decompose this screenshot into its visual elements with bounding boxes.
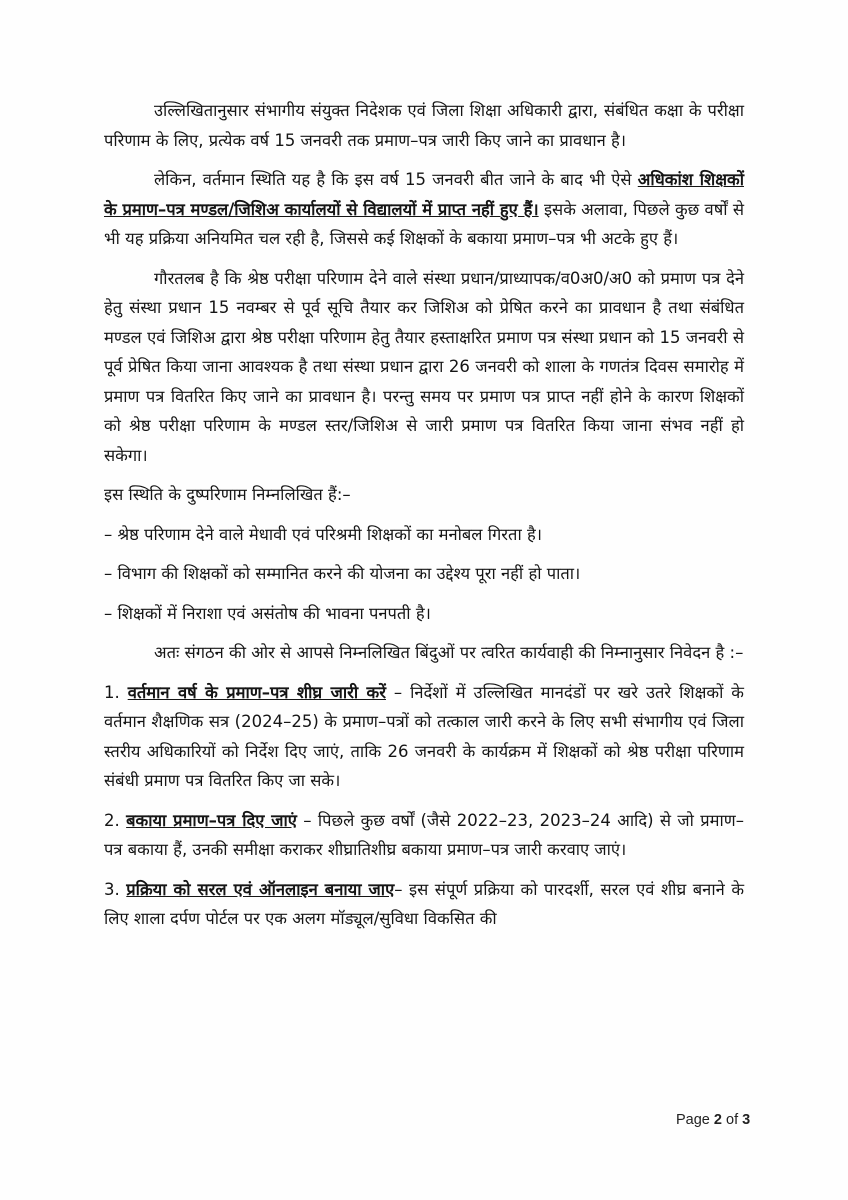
consequence-item: – श्रेष्ठ परिणाम देने वाले मेधावी एवं परिश्रमी शिक्षकों का मनोबल गिरता है। [104,524,542,544]
consequence-item: – शिक्षकों में निराशा एवं असंतोष की भावना पनपती है। [104,603,431,623]
request-point [104,806,744,865]
total-pages: 3 [742,1112,751,1128]
page-of: of [721,1112,743,1128]
point-title: बकाया प्रमाण–पत्र दिए जाएं [126,810,297,830]
point-number: 3. [104,879,127,899]
point-title: वर्तमान वर्ष के प्रमाण–पत्र शीघ्र जारी करें [127,682,386,702]
consequences-heading: इस स्थिति के दुष्परिणाम निम्नलिखित हैं:– [104,485,351,504]
status-emphasis-text: अधिकांश शिक्षकों के प्रमाण–पत्र मण्डल/जिशिअ कार्यालयों से विद्यालयों में प्राप्त नहीं हुए हैं। [104,170,744,219]
current-page: 2 [713,1112,722,1128]
paragraph-current-status [104,165,744,254]
status-lead-text: लेकिन, वर्तमान स्थिति यह है कि इस वर्ष 15 जनवरी बीत जाने के बाद भी ऐसे [154,170,638,189]
request-point [104,678,744,796]
status-tail-text: इसके अलावा, पिछले कुछ वर्षों से भी यह प्रक्रिया अनियमित चल रही है, जिससे कई शिक्षकों के बकाया प्रमाण–पत्र भी अटके हुए हैं। [104,199,744,248]
paragraph-procedure: गौरतलब है कि श्रेष्ठ परीक्षा परिणाम देने वाले संस्था प्रधान/प्राध्यापक/व0अ0/अ0 को प्रमाण पत्र देने हेतु संस्था प्रधान 15 नवम्बर से पूर्व सूचि तैयार कर जिशिअ को प्रेषित करने का प्रावधान है तथा संबंधित मण्डल एवं जिशिअ द्वारा श्रेष्ठ परीक्षा परिणाम हेतु तैयार हस्ताक्षरित प्रमाण पत्र संस्था प्रधान को 15 जनवरी से पूर्व प्रेषित किया जाना आवश्यक है तथा संस्था प्रधान द्वारा 26 जनवरी को शाला के गणतंत्र दिवस समारोह में प्रमाण पत्र वितरित किए जाने का प्रावधान है। परन्तु समय पर प्रमाण पत्र प्राप्त नहीं होने के कारण शिक्षकों को श्रेष्ठ परीक्षा परिणाम के मण्डल स्तर/जिशिअ से जारी प्रमाण पत्र वितरित किया जाना संभव नहीं हो सकेगा। [104,268,744,465]
page-prefix: Page [676,1112,714,1128]
point-body: – इस संपूर्ण प्रक्रिया को पारदर्शी, सरल एवं शीघ्र बनाने के लिए शाला दर्पण पोर्टल पर एक अलग मॉड्यूल/सुविधा विकसित की [104,879,744,928]
point-body: – निर्देशों में उल्लिखित मानदंडों पर खरे उतरे शिक्षकों के वर्तमान शैक्षणिक सत्र (2024–25) के प्रमाण–पत्रों को तत्काल जारी करने के लिए सभी संभागीय एवं जिला स्तरीय अधिकारियों को निर्देश दिए जाएं, ताकि 26 जनवरी के कार्यक्रम में शिक्षकों को श्रेष्ठ परीक्षा परिणाम संबंधी प्रमाण पत्र वितरित किए जा सके। [104,682,744,790]
point-body: – पिछले कुछ वर्षों (जैसे 2022–23, 2023–24 आदि) से जो प्रमाण–पत्र बकाया हैं, उनकी समीक्षा कराकर शीघ्रातिशीघ्र बकाया प्रमाण–पत्र जारी करवाए जाएं। [104,810,744,859]
point-title: प्रक्रिया को सरल एवं ऑनलाइन बनाया जाए [126,879,395,899]
request-intro: अतः संगठन की ओर से आपसे निम्नलिखित बिंदुओं पर त्वरित कार्यवाही की निम्नानुसार निवेदन है :– [154,643,744,662]
paragraph-provision: उल्लिखितानुसार संभागीय संयुक्त निदेशक एवं जिला शिक्षा अधिकारी द्वारा, संबंधित कक्षा के परीक्षा परिणाम के लिए, प्रत्येक वर्ष 15 जनवरी तक प्रमाण–पत्र जारी किए जाने का प्रावधान है। [104,101,744,150]
request-point [104,875,744,934]
point-number: 2. [104,810,127,830]
letter-body [104,96,744,934]
page-number [676,1112,750,1128]
consequence-item: – विभाग की शिक्षकों को सम्मानित करने की योजना का उद्देश्य पूरा नहीं हो पाता। [104,564,581,583]
point-number: 1. [104,682,128,702]
